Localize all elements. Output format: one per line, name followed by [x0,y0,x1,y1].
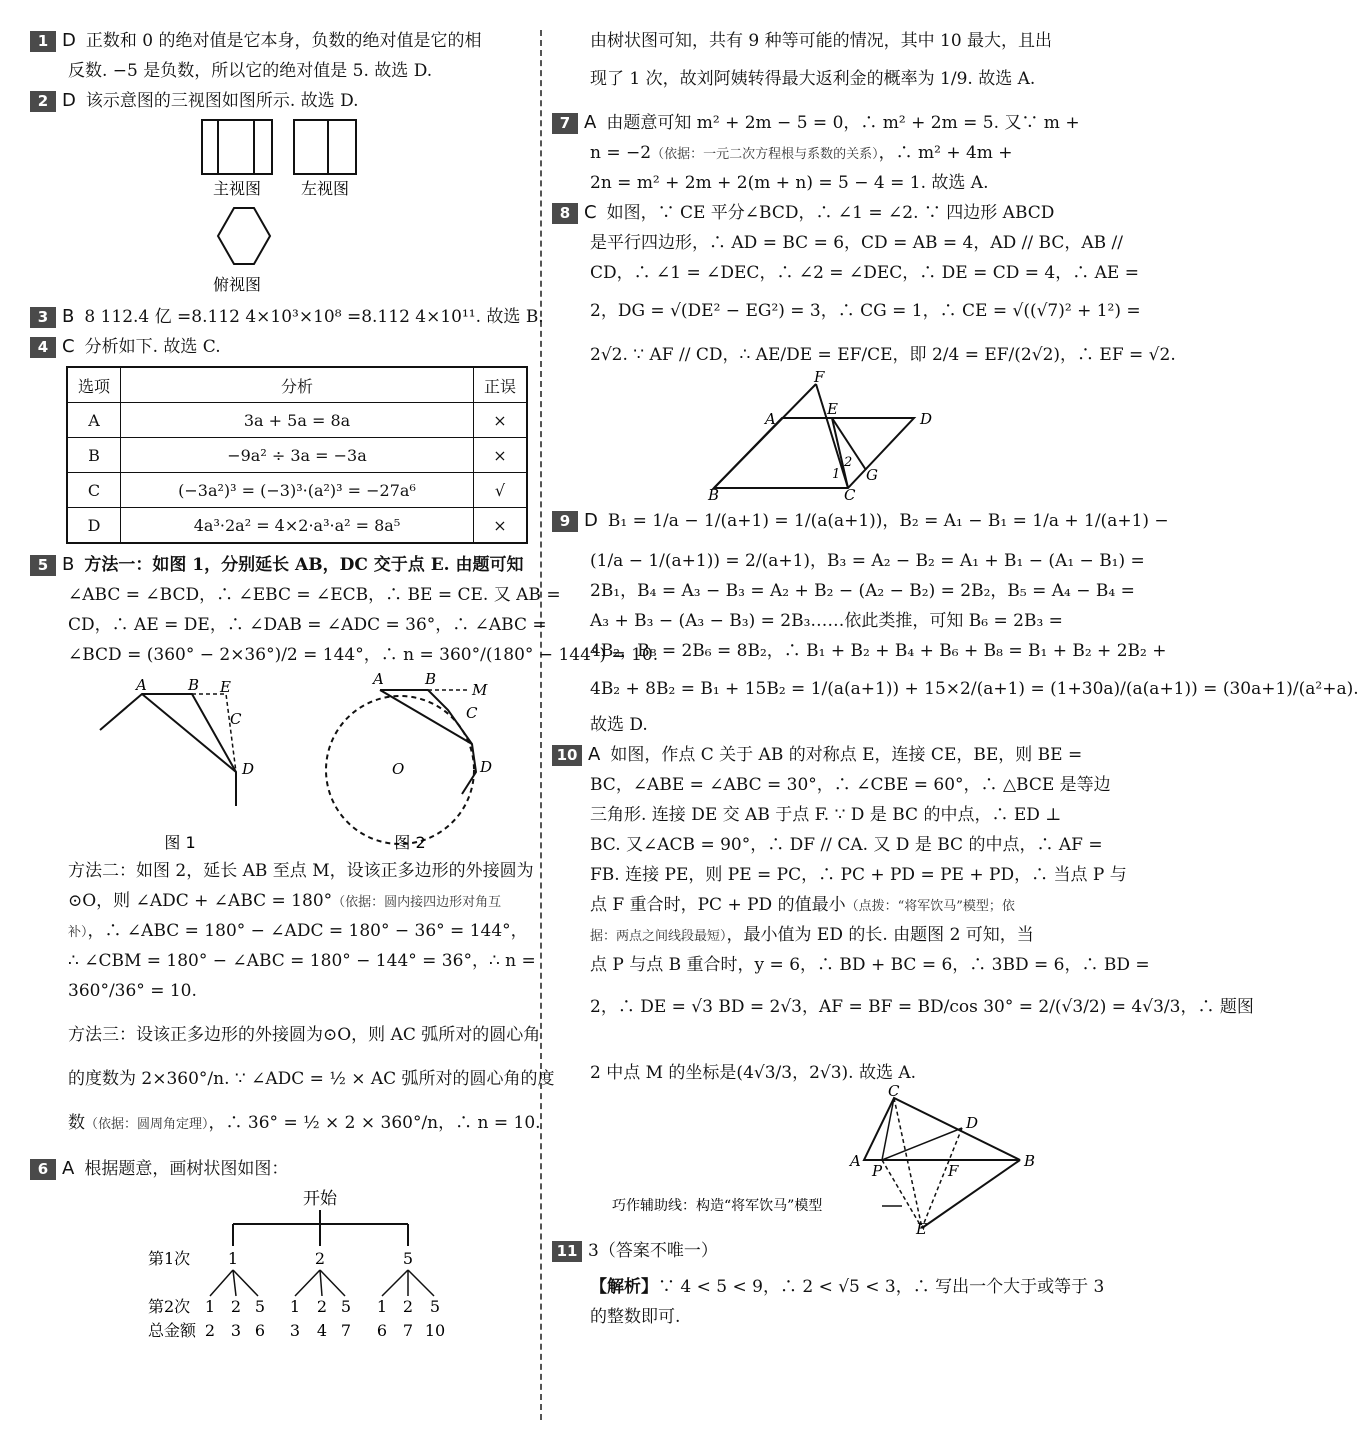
tree-second: 1 [204,1297,216,1316]
figure-2-caption: 图 2 [394,833,426,852]
svg-text:E: E [220,678,231,696]
q2-answer: D [62,90,76,111]
tree-first-3: 5 [402,1249,414,1268]
fig10-label: P [872,1162,883,1180]
q7-answer: A [584,112,597,133]
figure-1-caption: 图 1 [164,833,196,852]
tree-second: 5 [429,1297,441,1316]
q10-line2: BC，∠ABE = ∠ABC = 30°，∴ ∠CBE = 60°，∴ △BCE 是等边 [590,775,1111,795]
q1-number-badge: 1 [30,31,56,52]
tree-first-1: 1 [227,1249,239,1268]
three-views-figure [30,116,530,302]
tree-row2-label: 第2次 [148,1297,191,1316]
table-row [67,403,527,438]
q2-number-badge: 2 [30,91,56,112]
svg-text:D: D [480,758,493,776]
fig10-label: C [888,1082,900,1100]
q10-l6a: 点 F 重合时，PC + PD 的值最小 [590,895,846,915]
fig10-label: B [1024,1152,1036,1170]
q4-analysis-table [66,366,528,544]
q10-line3: 三角形. 连接 DE 交 AB 于点 F. ∵ D 是 BC 的中点，∴ ED ⊥ [590,805,1062,825]
q5-method2-l3 [30,916,530,946]
row-option: A [67,403,121,438]
row-analysis: −9a² ÷ 3a = −3a [121,438,474,473]
svg-text:M: M [472,681,488,699]
q5-method3-l2: 的度数为 2×360°/n. ∵ ∠ADC = ½ × AC 弧所对的圆心角的度 [68,1069,555,1089]
tree-second: 2 [230,1297,242,1316]
q10-l7b: ，最小值为 ED 的长. 由题图 2 可知，当 [726,925,1034,945]
q5-method3-note: （依据：圆周角定理） [85,1117,209,1132]
tree-total: 7 [340,1321,352,1340]
q9-line7: 故选 D. [590,715,648,735]
q5-method1-l4: ∠BCD = (360° − 2×36°)/2 = 144°，∴ n = 360°/(180° − 144°) = 10. [68,645,659,665]
q10-line8: 点 P 与点 B 重合时，y = 6，∴ BD + BC = 6，∴ 3BD = 6，∴ BD = [590,955,1150,975]
tree-total: 2 [204,1321,216,1340]
svg-text:A: A [373,670,384,688]
q5-method3-l3a: 数 [68,1113,85,1133]
header-option: 选项 [67,367,121,403]
fig8-label: C [844,486,856,504]
q9-l1: B₁ = 1/a − 1/(a+1) = 1/(a(a+1))，B₂ = A₁ − B₁ = 1/a + 1/(a+1) − [607,511,1169,531]
svg-text:B: B [188,676,200,694]
q5-answer: B [62,554,75,575]
q8-l1: 如图，∵ CE 平分∠BCD，∴ ∠1 = ∠2. ∵ 四边形 ABCD [606,203,1055,223]
q3-text: 8 112.4 亿 =8.112 4×10³×10⁸ =8.112 4×10¹¹. 故选 B. [84,307,544,327]
q11-answer: 3（答案不唯一） [588,1241,718,1261]
svg-text:B: B [425,670,437,688]
tree-second: 2 [316,1297,328,1316]
q9-line1 [552,506,1169,536]
q11-analysis-l1 [552,1272,1105,1302]
q11-l1: ∵ 4 < 5 < 9，∴ 2 < √5 < 3，∴ 写出一个大于或等于 3 [658,1277,1105,1297]
tree-second: 5 [254,1297,266,1316]
q4-line [30,332,530,362]
q5-method1-l2: ∠ABC = ∠BCD，∴ ∠EBC = ∠ECB，∴ BE = CE. 又 AB = [68,585,561,605]
tree-total: 7 [402,1321,414,1340]
q7-l2a: n = −2 [590,143,652,163]
tree-row3-label: 总金额 [148,1321,197,1340]
right-column [552,26,1359,1332]
svg-text:A: A [136,676,147,694]
row-mark: × [474,403,528,438]
table-row [67,438,527,473]
q4-number-badge: 4 [30,337,56,358]
tree-second: 1 [289,1297,301,1316]
q5-method2-note2: 补） [68,925,88,940]
q2-line [30,86,530,116]
fig8-label: 2 [844,455,853,470]
q10-note1: （点拨：“将军饮马”模型；依 [845,899,1015,914]
fig8-label: G [866,466,878,484]
row-option: D [67,508,121,544]
q8-line5: 2√2. ∵ AF // CD，∴ AE/DE = EF/CE，即 2/4 = EF/(2√2)，∴ EF = √2. [590,345,1176,365]
q10-line7 [552,920,1052,950]
q8-line2: 是平行四边形，∴ AD = BC = 6，CD = AB = 4，AD // BC，AB // [590,233,1123,253]
q5-method2-l2-text: ⊙O，则 ∠ADC + ∠ABC = 180° [68,891,333,911]
front-view-label: 主视图 [212,179,262,198]
fig10-label: A [850,1152,861,1170]
q5-method3-l1: 方法三：设该正多边形的外接圆为⊙O，则 AC 弧所对的圆心角 [68,1025,541,1045]
tree-total: 3 [230,1321,242,1340]
q5-method3-l3b: ，∴ 36° = ½ × 2 × 360°/n，∴ n = 10. [208,1113,541,1133]
q7-l2b: ，∴ m² + 4m + [878,143,1013,163]
q5-method2-l5: 360°/36° = 10. [68,981,197,1001]
q5-method1-l3: CD，∴ AE = DE，∴ ∠DAB = ∠ADC = 36°，∴ ∠ABC = [68,615,547,635]
q1-answer: D [62,30,76,51]
fig8-label: 1 [832,467,841,482]
q5-method3-l3 [30,1108,541,1138]
q8-answer: C [584,202,597,223]
row-analysis: 4a³·2a² = 4×2·a³·a² = 8a⁵ [121,508,474,544]
tree-second: 5 [340,1297,352,1316]
q5-method2-l4: ∴ ∠CBM = 180° − ∠ABC = 180° − 144° = 36°，∴ n = [68,951,536,971]
table-row [67,508,527,544]
q5-method2-l1: 方法二：如图 2，延长 AB 至点 M，设该正多边形的外接圆为 [68,861,534,881]
svg-text:C: C [230,710,242,728]
fig8-label: E [827,400,838,418]
column-divider [540,30,542,1420]
svg-text:O: O [392,760,405,778]
q3-number-badge: 3 [30,307,56,328]
q11-tag: 【解析】 [590,1277,658,1297]
q1-line2: 反数. −5 是负数，所以它的绝对值是 5. 故选 D. [68,61,433,81]
tree-root: 开始 [303,1189,337,1209]
q6-cont-l2: 现了 1 次，故刘阿姨转得最大返利金的概率为 1/9. 故选 A. [590,69,1036,89]
fig8-label: B [708,486,720,504]
q8-line1 [552,198,1055,228]
q7-line2 [552,138,1052,168]
fig10-label: F [948,1162,959,1180]
q7-line1 [552,108,1080,138]
q10-line6 [552,890,1052,920]
header-analysis: 分析 [121,367,474,403]
q4-answer: C [62,336,75,357]
fig10-label: D [966,1114,979,1132]
tree-total: 3 [289,1321,301,1340]
top-view-label: 俯视图 [212,275,262,294]
q11-analysis-l2: 的整数即可. [590,1307,681,1327]
q6-cont-l1: 由树状图可知，共有 9 种等可能的情况，其中 10 最大，且出 [590,31,1053,51]
q3-line [30,302,544,332]
q1-text: 正数和 0 的绝对值是它本身，负数的绝对值是它的相 [85,31,482,51]
row-mark: × [474,438,528,473]
svg-text:D: D [242,760,255,778]
q7-l1: 由题意可知 m² + 2m − 5 = 0，∴ m² + 2m = 5. 又∵ m + [606,113,1080,133]
q9-answer: D [584,510,598,531]
tree-second: 1 [376,1297,388,1316]
fig10-hint: 巧作辅助线：构造“将军饮马”模型 [612,1198,823,1214]
tree-total: 4 [316,1321,328,1340]
row-analysis: 3a + 5a = 8a [121,403,474,438]
q8-line4: 2，DG = √(DE² − EG²) = 3，∴ CG = 1，∴ CE = √((√7)² + 1²) = [590,301,1141,321]
q7-line3: 2n = m² + 2m + 2(m + n) = 5 − 4 = 1. 故选 A. [590,173,989,193]
q5-number-badge: 5 [30,555,56,576]
row-mark: × [474,508,528,544]
parallelogram-figure [552,368,1052,504]
fig8-label: F [814,368,825,386]
q6-line [30,1154,530,1184]
q7-note: （依据：一元二次方程根与系数的关系） [651,147,879,162]
q2-text: 该示意图的三视图如图所示. 故选 D. [85,91,359,111]
header-judgement: 正误 [474,367,528,403]
q6-answer: A [62,1158,75,1179]
fig8-label: D [920,410,933,428]
tree-row1-label: 第1次 [148,1249,191,1268]
q11-number-badge: 11 [552,1241,582,1262]
q3-answer: B [62,306,75,327]
q5-method1-l1: 方法一：如图 1，分别延长 AB，DC 交于点 E. 由题可知 [84,555,524,575]
q9-line3: 2B₁，B₄ = A₃ − B₃ = A₂ + B₂ − (A₂ − B₂) = 2B₂，B₅ = A₄ − B₄ = [590,581,1135,601]
q9-line4: A₃ + B₃ − (A₃ − B₃) = 2B₃……依此类推，可知 B₆ = 2B₃ = [590,611,1063,631]
row-option: C [67,473,121,508]
q10-line10: 2 中点 M 的坐标是(4√3/3，2√3). 故选 A. [590,1063,917,1083]
q10-l1: 如图，作点 C 关于 AB 的对称点 E，连接 CE，BE，则 BE = [610,745,1083,765]
q11-line [552,1236,1052,1266]
q10-number-badge: 10 [552,745,582,766]
q8-line3: CD，∴ ∠1 = ∠DEC，∴ ∠2 = ∠DEC，∴ DE = CD = 4，∴ AE = [590,263,1139,283]
q9-line2: (1/a − 1/(a+1)) = 2/(a+1)，B₃ = A₂ − B₂ = A₁ + B₁ − (A₁ − B₁) = [590,551,1145,571]
tree-diagram [30,1184,530,1344]
polygon-figures [30,670,530,856]
table-header-row [67,367,527,403]
q9-number-badge: 9 [552,511,578,532]
q9-line5: 4B₂，B₈ = 2B₆ = 8B₂，∴ B₁ + B₂ + B₄ + B₆ + B₈ = B₁ + B₂ + 2B₂ + [590,641,1167,661]
q4-text: 分析如下. 故选 C. [84,337,221,357]
svg-text:C: C [466,704,478,722]
q6-number-badge: 6 [30,1159,56,1180]
q5-method2-l3-text: ，∴ ∠ABC = 180° − ∠ADC = 180° − 36° = 144°， [87,921,528,941]
side-view-label: 左视图 [300,179,350,198]
q10-line4: BC. 又∠ACB = 90°，∴ DF // CA. 又 D 是 BC 的中点，∴ AF = [590,835,1103,855]
tree-total: 6 [376,1321,388,1340]
row-mark: √ [474,473,528,508]
fig10-label: E [916,1220,927,1238]
tree-total: 10 [424,1321,446,1340]
q1-line1 [30,26,530,56]
q7-number-badge: 7 [552,113,578,134]
fig8-label: A [765,410,776,428]
q10-answer: A [588,744,601,765]
tree-second: 2 [402,1297,414,1316]
tree-total: 6 [254,1321,266,1340]
q5-line1 [30,550,530,580]
q5-method2-l2 [30,886,530,916]
table-row [67,473,527,508]
row-option: B [67,438,121,473]
row-analysis: (−3a²)³ = (−3)³·(a²)³ = −27a⁶ [121,473,474,508]
q5-method2-note1: （依据：圆内接四边形对角互 [332,895,502,910]
q8-number-badge: 8 [552,203,578,224]
tree-first-2: 2 [314,1249,326,1268]
q10-line5: FB. 连接 PE，则 PE = PC，∴ PC + PD = PE + PD，∴ 当点 P 与 [590,865,1127,885]
symmetric-point-figure [552,1082,1052,1238]
q10-line9: 2，∴ DE = √3 BD = 2√3，AF = BF = BD/cos 30° = 2/(√3/2) = 4√3/3，∴ 题图 [590,997,1254,1017]
q9-line6: 4B₂ + 8B₂ = B₁ + 15B₂ = 1/(a(a+1)) + 15×2/(a+1) = (1+30a)/(a(a+1)) = (30a+1)/(a²+a). [590,679,1359,699]
q10-line1 [552,740,1083,770]
q6-text: 根据题意，画树状图如图： [84,1159,289,1179]
q10-note2: 据：两点之间线段最短） [590,929,727,944]
